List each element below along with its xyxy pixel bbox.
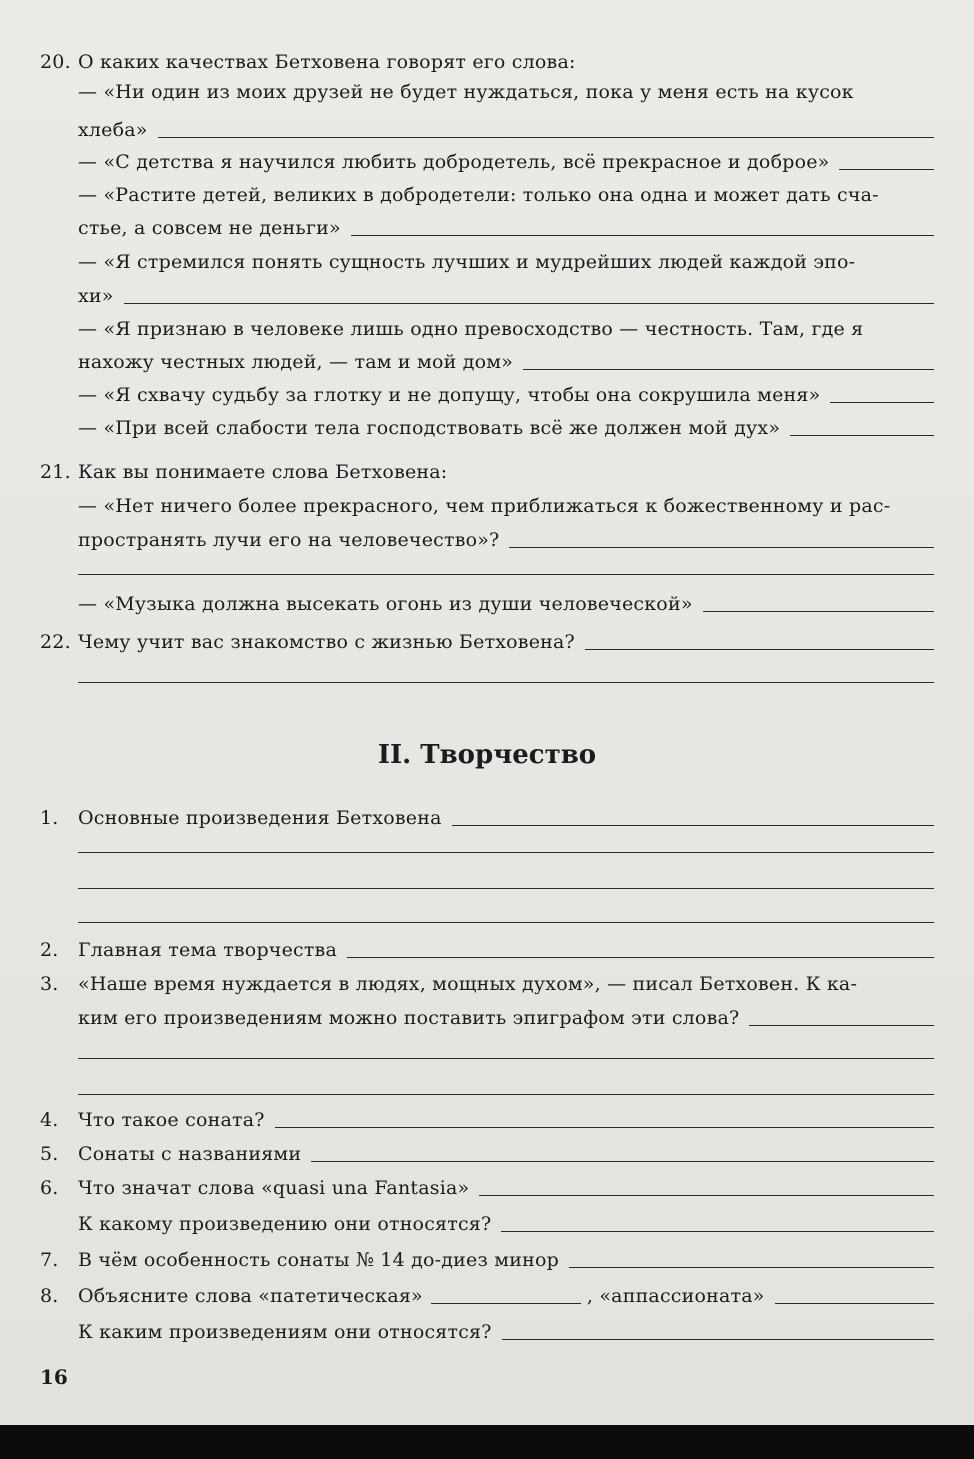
answer-line[interactable] <box>347 957 934 958</box>
quote-line <box>40 416 934 440</box>
item-number: 7. <box>40 1249 59 1271</box>
quote-text: — «Нет ничего более прекрасного, чем приближаться к божественному и рас- <box>78 495 891 517</box>
quote-text: хлеба» <box>78 119 148 141</box>
question-number: 21. <box>40 461 71 483</box>
quote-line <box>40 383 934 407</box>
answer-line[interactable] <box>452 825 934 826</box>
quote-text: — «Музыка должна высекать огонь из души человеческой» <box>78 593 693 615</box>
answer-line[interactable] <box>830 402 934 403</box>
answer-line[interactable] <box>585 649 934 650</box>
answer-line[interactable] <box>703 611 934 612</box>
item-3-cont <box>40 1006 934 1030</box>
quote-text: — «Я стремился понять сущность лучших и мудрейших людей каждой эпо- <box>78 251 856 273</box>
item-text: Главная тема творчества <box>78 939 337 961</box>
answer-line[interactable] <box>509 547 934 548</box>
item-4 <box>40 1108 934 1132</box>
answer-line[interactable] <box>78 888 934 889</box>
answer-line[interactable] <box>275 1127 934 1128</box>
item-number: 1. <box>40 807 59 829</box>
quote-line <box>40 317 934 341</box>
question-number: 22. <box>40 631 71 653</box>
question-text: Как вы понимаете слова Бетховена: <box>78 461 448 483</box>
quote-line <box>40 284 934 308</box>
item-6 <box>40 1176 934 1200</box>
item-8 <box>40 1284 934 1308</box>
answer-line[interactable] <box>78 922 934 923</box>
question-text: О каких качествах Бетховена говорят его слова: <box>78 51 576 73</box>
section-title: II. Творчество <box>377 740 597 770</box>
item-text: В чём особенность сонаты № 14 до-диез минор <box>78 1249 559 1271</box>
item-2 <box>40 938 934 962</box>
item-text: ким его произведениям можно поставить эпиграфом эти слова? <box>78 1007 740 1029</box>
quote-text: пространять лучи его на человечество»? <box>78 529 500 551</box>
quote-text: — «С детства я научился любить добродетель, всё прекрасное и доброе» <box>78 151 830 173</box>
item-text: Объясните слова «патетическая» <box>78 1285 423 1307</box>
answer-line[interactable] <box>775 1303 934 1304</box>
item-3 <box>40 972 934 996</box>
answer-line[interactable] <box>479 1195 934 1196</box>
answer-line[interactable] <box>78 682 934 683</box>
bottom-bar <box>0 1425 974 1459</box>
quote-text: — «Ни один из моих друзей не будет нуждаться, пока у меня есть на кусок <box>78 81 854 103</box>
quote-text: — «Я признаю в человеке лишь одно превосходство — честность. Там, где я <box>78 318 864 340</box>
question-number: 20. <box>40 51 71 73</box>
item-text: , «аппассионата» <box>586 1285 765 1307</box>
answer-line[interactable] <box>78 1094 934 1095</box>
item-number: 3. <box>40 973 59 995</box>
page-number: 16 <box>40 1365 68 1389</box>
item-text: Что такое соната? <box>78 1109 265 1131</box>
item-text: «Наше время нуждается в людях, мощных духом», — писал Бетховен. К ка- <box>78 973 858 995</box>
item-text: К какому произведению они относятся? <box>78 1213 492 1235</box>
answer-line[interactable] <box>839 169 934 170</box>
item-number: 4. <box>40 1109 59 1131</box>
answer-line[interactable] <box>78 852 934 853</box>
answer-line[interactable] <box>749 1025 934 1026</box>
answer-line[interactable] <box>351 235 934 236</box>
answer-line[interactable] <box>158 137 934 138</box>
item-text: Сонаты с названиями <box>78 1143 302 1165</box>
quote-text: — «При всей слабости тела господствовать всё же должен мой дух» <box>78 417 781 439</box>
quote-line <box>40 494 934 518</box>
quote-line <box>40 150 934 174</box>
answer-line[interactable] <box>501 1231 934 1232</box>
quote-line <box>40 592 934 616</box>
question-20 <box>40 50 934 74</box>
quote-line <box>40 183 934 207</box>
question-22 <box>40 630 934 654</box>
quote-line <box>40 80 934 104</box>
quote-line <box>40 350 934 374</box>
answer-line[interactable] <box>431 1303 581 1304</box>
quote-text: — «Растите детей, великих в добродетели: только она одна и может дать сча- <box>78 184 879 206</box>
item-text: К каким произведениям они относятся? <box>78 1321 492 1343</box>
question-21 <box>40 460 934 484</box>
answer-line[interactable] <box>790 435 934 436</box>
item-number: 6. <box>40 1177 59 1199</box>
item-number: 5. <box>40 1143 59 1165</box>
quote-text: стье, а совсем не деньги» <box>78 217 341 239</box>
item-1 <box>40 806 934 830</box>
quote-line <box>40 118 934 142</box>
answer-line[interactable] <box>523 369 934 370</box>
item-6-cont <box>40 1212 934 1236</box>
item-8-cont <box>40 1320 934 1344</box>
question-text: Чему учит вас знакомство с жизнью Бетховена? <box>78 631 575 653</box>
item-5 <box>40 1142 934 1166</box>
answer-line[interactable] <box>124 303 934 304</box>
answer-line[interactable] <box>502 1339 934 1340</box>
quote-line <box>40 216 934 240</box>
item-number: 2. <box>40 939 59 961</box>
item-text: Что значат слова «quasi una Fantasia» <box>78 1177 470 1199</box>
item-7 <box>40 1248 934 1272</box>
item-number: 8. <box>40 1285 59 1307</box>
answer-line[interactable] <box>569 1267 934 1268</box>
answer-line[interactable] <box>78 574 934 575</box>
quote-text: хи» <box>78 285 114 307</box>
quote-text: нахожу честных людей, — там и мой дом» <box>78 351 514 373</box>
quote-line <box>40 528 934 552</box>
answer-line[interactable] <box>78 1058 934 1059</box>
quote-text: — «Я схвачу судьбу за глотку и не допущу, чтобы она сокрушила меня» <box>78 384 821 406</box>
quote-line <box>40 250 934 274</box>
item-text: Основные произведения Бетховена <box>78 807 442 829</box>
answer-line[interactable] <box>311 1161 934 1162</box>
